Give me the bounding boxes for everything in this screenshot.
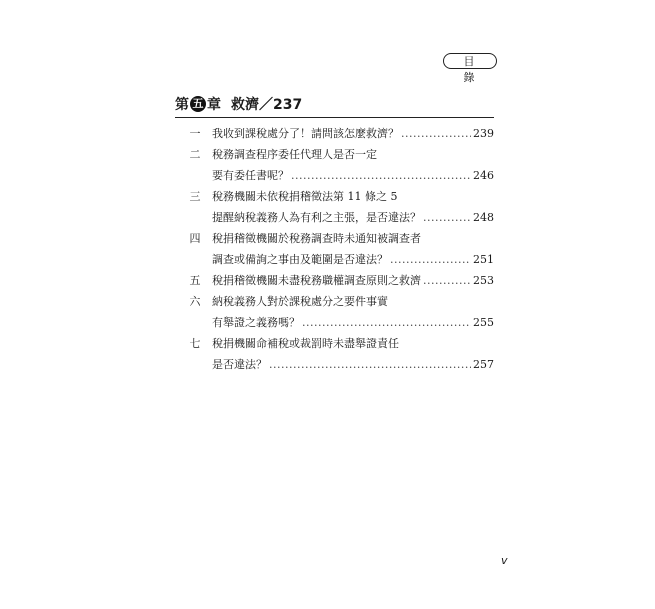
toc-entry[interactable]	[175, 144, 494, 186]
toc-entry-line	[175, 249, 494, 270]
toc-entry-title: 稅捐稽徵機關未盡稅務職權調查原則之救濟	[212, 274, 421, 287]
toc-entry-line	[175, 186, 494, 207]
toc-badge: 目 錄	[443, 53, 497, 69]
leader-dots	[291, 165, 471, 186]
chapter-number-badge: 五	[190, 96, 206, 112]
chapter-prefix: 第	[175, 97, 189, 113]
leader-dots	[401, 123, 471, 144]
toc-entry[interactable]	[175, 270, 494, 291]
toc-entry-title: 稅務調查程序委任代理人是否一定	[212, 148, 377, 161]
page-number: v	[501, 554, 508, 567]
toc-entry[interactable]	[175, 228, 494, 270]
toc-entry-title: 調查或備詢之事由及範圍是否違法？	[212, 253, 388, 266]
leader-dots	[423, 207, 471, 228]
leader-dots	[269, 354, 471, 375]
toc-entry-line	[175, 207, 494, 228]
leader-dots	[302, 312, 471, 333]
toc-entry-number: 六	[189, 295, 201, 308]
chapter-heading	[175, 94, 302, 114]
toc-entry-title: 我收到課稅處分了！請問該怎麼救濟？	[212, 127, 399, 140]
chapter-title: 救濟／237	[231, 97, 303, 113]
toc-entry-title: 有舉證之義務嗎？	[212, 316, 300, 329]
toc-entry-page: 253	[473, 274, 494, 287]
toc-entry-line	[175, 354, 494, 375]
toc-entry-page: 251	[473, 253, 494, 266]
toc-entry-number: 四	[189, 232, 201, 245]
toc-entry-title: 稅務機關未依稅捐稽徵法第 11 條之 5	[212, 190, 398, 203]
toc-entry-line	[175, 228, 494, 249]
toc-entry-line	[175, 270, 494, 291]
toc-entry-title: 是否違法？	[212, 358, 267, 371]
toc-entry-page: 239	[473, 127, 494, 140]
toc-entry-line	[175, 165, 494, 186]
toc-entry-page: 246	[473, 169, 494, 182]
toc-entry-title: 稅捐稽徵機關於稅務調查時未通知被調查者	[212, 232, 421, 245]
toc-entry-title: 提醒納稅義務人為有利之主張，是否違法？	[212, 211, 421, 224]
leader-dots	[423, 270, 471, 291]
toc-entry-line	[175, 144, 494, 165]
toc-entry-number: 五	[189, 274, 201, 287]
toc-entry-title: 要有委任書呢？	[212, 169, 289, 182]
toc-entry[interactable]	[175, 186, 494, 228]
toc-list	[175, 123, 494, 375]
chapter-suffix: 章	[207, 97, 221, 113]
toc-entry-title: 稅捐機關命補稅或裁罰時未盡舉證責任	[212, 337, 399, 350]
toc-entry-page: 248	[473, 211, 494, 224]
toc-entry[interactable]	[175, 333, 494, 375]
toc-entry-title: 納稅義務人對於課稅處分之要件事實	[212, 295, 388, 308]
toc-entry-number: 七	[189, 337, 201, 350]
toc-entry-page: 255	[473, 316, 494, 329]
toc-entry-number: 一	[189, 127, 201, 140]
leader-dots	[390, 249, 471, 270]
toc-entry-line	[175, 312, 494, 333]
toc-entry-line	[175, 291, 494, 312]
toc-entry-number: 三	[189, 190, 201, 203]
toc-entry-line	[175, 123, 494, 144]
heading-rule	[175, 117, 494, 118]
toc-entry-number: 二	[189, 148, 201, 161]
toc-entry-line	[175, 333, 494, 354]
toc-entry-page: 257	[473, 358, 494, 371]
toc-entry[interactable]	[175, 291, 494, 333]
toc-entry[interactable]	[175, 123, 494, 144]
